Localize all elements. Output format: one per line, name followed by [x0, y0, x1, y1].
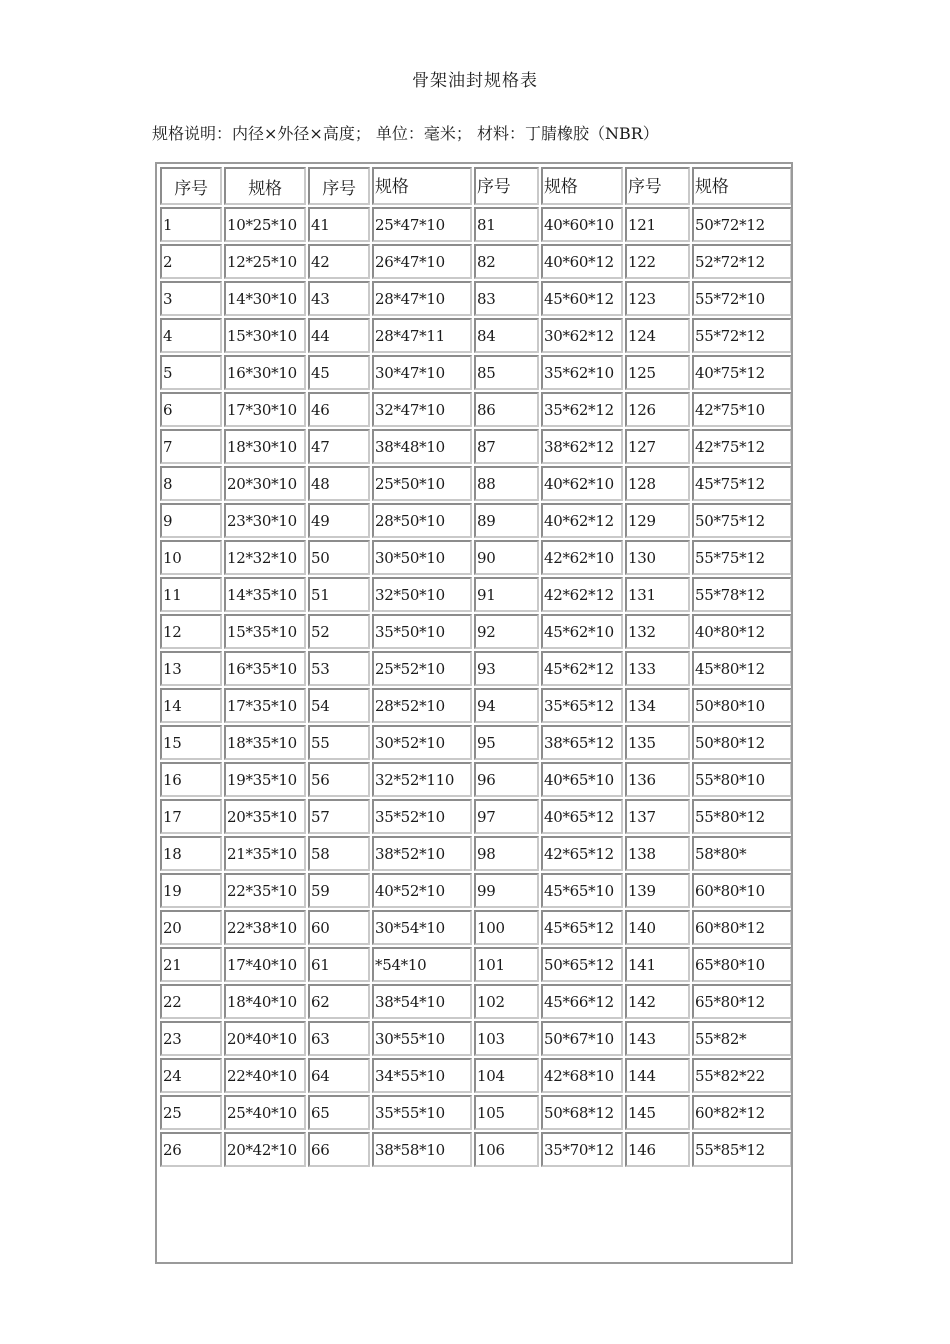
seq-cell: 45: [308, 355, 370, 390]
seq-cell: 138: [625, 836, 690, 871]
spec-cell: 25*50*10: [372, 466, 472, 501]
seq-cell: 59: [308, 873, 370, 908]
seq-cell: 90: [474, 540, 539, 575]
spec-cell: 42*75*12: [692, 429, 792, 464]
spec-cell: 35*70*12: [541, 1132, 623, 1167]
spec-cell: 55*85*12: [692, 1132, 792, 1167]
seq-cell: 41: [308, 207, 370, 242]
seq-cell: 146: [625, 1132, 690, 1167]
header-cell-seq: 序号: [308, 167, 370, 205]
seq-cell: 63: [308, 1021, 370, 1056]
spec-cell: 22*40*10: [224, 1058, 306, 1093]
spec-cell: 45*60*12: [541, 281, 623, 316]
seq-cell: 143: [625, 1021, 690, 1056]
spec-cell: 20*40*10: [224, 1021, 306, 1056]
spec-cell: 45*62*10: [541, 614, 623, 649]
seq-cell: 49: [308, 503, 370, 538]
seq-cell: 82: [474, 244, 539, 279]
seq-cell: 133: [625, 651, 690, 686]
seq-cell: 129: [625, 503, 690, 538]
table-row: [160, 1021, 792, 1056]
seq-cell: 102: [474, 984, 539, 1019]
table-row: [160, 651, 792, 686]
spec-cell: 16*30*10: [224, 355, 306, 390]
seq-cell: 127: [625, 429, 690, 464]
table-row: [160, 614, 792, 649]
spec-cell: 19*35*10: [224, 762, 306, 797]
spec-cell: 40*60*12: [541, 244, 623, 279]
header-cell-seq: 序号: [625, 167, 690, 205]
spec-cell: 28*47*11: [372, 318, 472, 353]
header-cell-spec: 规格: [224, 167, 306, 205]
spec-cell: 17*30*10: [224, 392, 306, 427]
spec-cell: 25*47*10: [372, 207, 472, 242]
seq-cell: 92: [474, 614, 539, 649]
seq-cell: 140: [625, 910, 690, 945]
header-cell-seq: 序号: [160, 167, 222, 205]
seq-cell: 66: [308, 1132, 370, 1167]
spec-cell: 50*80*12: [692, 725, 792, 760]
spec-cell: 55*80*12: [692, 799, 792, 834]
seq-cell: 141: [625, 947, 690, 982]
spec-cell: 22*35*10: [224, 873, 306, 908]
spec-cell: 32*47*10: [372, 392, 472, 427]
spec-cell: 35*52*10: [372, 799, 472, 834]
seq-cell: 130: [625, 540, 690, 575]
seq-cell: 134: [625, 688, 690, 723]
seq-cell: 55: [308, 725, 370, 760]
spec-cell: *54*10: [372, 947, 472, 982]
spec-cell: 42*68*10: [541, 1058, 623, 1093]
table-row: [160, 318, 792, 353]
spec-cell: 50*80*10: [692, 688, 792, 723]
table-row: [160, 725, 792, 760]
header-cell-spec: 规格: [372, 167, 472, 205]
spec-cell: 58*80*: [692, 836, 792, 871]
spec-cell: 22*38*10: [224, 910, 306, 945]
seq-cell: 6: [160, 392, 222, 427]
seq-cell: 58: [308, 836, 370, 871]
seq-cell: 62: [308, 984, 370, 1019]
seq-cell: 85: [474, 355, 539, 390]
seq-cell: 84: [474, 318, 539, 353]
spec-cell: 35*50*10: [372, 614, 472, 649]
spec-cell: 30*62*12: [541, 318, 623, 353]
seq-cell: 18: [160, 836, 222, 871]
spec-cell: 35*55*10: [372, 1095, 472, 1130]
seq-cell: 106: [474, 1132, 539, 1167]
seq-cell: 128: [625, 466, 690, 501]
seq-cell: 23: [160, 1021, 222, 1056]
table-row: [160, 577, 792, 612]
seq-cell: 57: [308, 799, 370, 834]
seq-cell: 142: [625, 984, 690, 1019]
seq-cell: 96: [474, 762, 539, 797]
seq-cell: 51: [308, 577, 370, 612]
spec-cell: 28*52*10: [372, 688, 472, 723]
spec-cell: 18*30*10: [224, 429, 306, 464]
spec-cell: 26*47*10: [372, 244, 472, 279]
spec-cell: 50*68*12: [541, 1095, 623, 1130]
seq-cell: 97: [474, 799, 539, 834]
seq-cell: 14: [160, 688, 222, 723]
seq-cell: 56: [308, 762, 370, 797]
seq-cell: 81: [474, 207, 539, 242]
table-row: [160, 762, 792, 797]
spec-cell: 30*52*10: [372, 725, 472, 760]
seq-cell: 4: [160, 318, 222, 353]
seq-cell: 135: [625, 725, 690, 760]
spec-cell: 30*55*10: [372, 1021, 472, 1056]
seq-cell: 54: [308, 688, 370, 723]
spec-cell: 45*65*10: [541, 873, 623, 908]
table-row: [160, 947, 792, 982]
seq-cell: 94: [474, 688, 539, 723]
spec-table: [158, 165, 793, 1169]
spec-cell: 55*78*12: [692, 577, 792, 612]
seq-cell: 89: [474, 503, 539, 538]
seq-cell: 50: [308, 540, 370, 575]
header-cell-spec: 规格: [541, 167, 623, 205]
spec-cell: 65*80*12: [692, 984, 792, 1019]
spec-cell: 42*65*12: [541, 836, 623, 871]
spec-cell: 12*25*10: [224, 244, 306, 279]
spec-cell: 60*82*12: [692, 1095, 792, 1130]
spec-cell: 60*80*10: [692, 873, 792, 908]
seq-cell: 20: [160, 910, 222, 945]
spec-cell: 50*72*12: [692, 207, 792, 242]
spec-cell: 15*35*10: [224, 614, 306, 649]
spec-cell: 17*35*10: [224, 688, 306, 723]
table-row: [160, 429, 792, 464]
seq-cell: 131: [625, 577, 690, 612]
seq-cell: 139: [625, 873, 690, 908]
header-cell-seq: 序号: [474, 167, 539, 205]
spec-cell: 55*72*10: [692, 281, 792, 316]
seq-cell: 86: [474, 392, 539, 427]
seq-cell: 105: [474, 1095, 539, 1130]
seq-cell: 100: [474, 910, 539, 945]
spec-cell: 38*65*12: [541, 725, 623, 760]
seq-cell: 13: [160, 651, 222, 686]
spec-cell: 28*50*10: [372, 503, 472, 538]
spec-cell: 30*50*10: [372, 540, 472, 575]
seq-cell: 16: [160, 762, 222, 797]
seq-cell: 24: [160, 1058, 222, 1093]
seq-cell: 125: [625, 355, 690, 390]
seq-cell: 99: [474, 873, 539, 908]
seq-cell: 12: [160, 614, 222, 649]
spec-cell: 35*62*10: [541, 355, 623, 390]
seq-cell: 65: [308, 1095, 370, 1130]
spec-description: 规格说明：内径×外径×高度； 单位：毫米； 材料：丁腈橡胶（NBR）: [152, 124, 659, 143]
table-header-row: [160, 167, 792, 205]
seq-cell: 2: [160, 244, 222, 279]
spec-cell: 12*32*10: [224, 540, 306, 575]
table-row: [160, 1132, 792, 1167]
spec-cell: 21*35*10: [224, 836, 306, 871]
seq-cell: 101: [474, 947, 539, 982]
table-row: [160, 355, 792, 390]
spec-cell: 20*35*10: [224, 799, 306, 834]
seq-cell: 64: [308, 1058, 370, 1093]
spec-cell: 45*62*12: [541, 651, 623, 686]
seq-cell: 83: [474, 281, 539, 316]
seq-cell: 122: [625, 244, 690, 279]
seq-cell: 21: [160, 947, 222, 982]
spec-cell: 45*80*12: [692, 651, 792, 686]
seq-cell: 11: [160, 577, 222, 612]
spec-cell: 42*62*10: [541, 540, 623, 575]
seq-cell: 5: [160, 355, 222, 390]
table-row: [160, 799, 792, 834]
seq-cell: 9: [160, 503, 222, 538]
seq-cell: 47: [308, 429, 370, 464]
spec-cell: 40*75*12: [692, 355, 792, 390]
spec-cell: 35*62*12: [541, 392, 623, 427]
seq-cell: 46: [308, 392, 370, 427]
spec-cell: 55*75*12: [692, 540, 792, 575]
seq-cell: 144: [625, 1058, 690, 1093]
seq-cell: 42: [308, 244, 370, 279]
seq-cell: 93: [474, 651, 539, 686]
spec-cell: 20*42*10: [224, 1132, 306, 1167]
spec-cell: 38*48*10: [372, 429, 472, 464]
spec-cell: 52*72*12: [692, 244, 792, 279]
spec-cell: 42*75*10: [692, 392, 792, 427]
spec-cell: 25*40*10: [224, 1095, 306, 1130]
spec-cell: 55*72*12: [692, 318, 792, 353]
seq-cell: 19: [160, 873, 222, 908]
table-row: [160, 984, 792, 1019]
spec-cell: 17*40*10: [224, 947, 306, 982]
table-row: [160, 466, 792, 501]
seq-cell: 124: [625, 318, 690, 353]
spec-cell: 50*75*12: [692, 503, 792, 538]
spec-cell: 18*35*10: [224, 725, 306, 760]
spec-cell: 40*62*10: [541, 466, 623, 501]
spec-cell: 45*75*12: [692, 466, 792, 501]
seq-cell: 8: [160, 466, 222, 501]
spec-cell: 55*82*: [692, 1021, 792, 1056]
spec-cell: 65*80*10: [692, 947, 792, 982]
seq-cell: 88: [474, 466, 539, 501]
table-row: [160, 540, 792, 575]
seq-cell: 25: [160, 1095, 222, 1130]
spec-cell: 32*52*110: [372, 762, 472, 797]
seq-cell: 53: [308, 651, 370, 686]
spec-cell: 14*35*10: [224, 577, 306, 612]
spec-cell: 40*80*12: [692, 614, 792, 649]
seq-cell: 7: [160, 429, 222, 464]
spec-cell: 38*58*10: [372, 1132, 472, 1167]
table-row: [160, 910, 792, 945]
seq-cell: 87: [474, 429, 539, 464]
spec-cell: 55*82*22: [692, 1058, 792, 1093]
spec-cell: 40*52*10: [372, 873, 472, 908]
spec-table-container: [155, 162, 793, 1264]
seq-cell: 10: [160, 540, 222, 575]
seq-cell: 137: [625, 799, 690, 834]
seq-cell: 98: [474, 836, 539, 871]
spec-cell: 10*25*10: [224, 207, 306, 242]
table-row: [160, 1058, 792, 1093]
table-row: [160, 873, 792, 908]
seq-cell: 52: [308, 614, 370, 649]
spec-cell: 25*52*10: [372, 651, 472, 686]
spec-cell: 34*55*10: [372, 1058, 472, 1093]
header-cell-spec: 规格: [692, 167, 792, 205]
seq-cell: 132: [625, 614, 690, 649]
spec-cell: 40*62*12: [541, 503, 623, 538]
table-row: [160, 688, 792, 723]
seq-cell: 48: [308, 466, 370, 501]
spec-cell: 35*65*12: [541, 688, 623, 723]
spec-cell: 40*60*10: [541, 207, 623, 242]
spec-cell: 50*65*12: [541, 947, 623, 982]
spec-cell: 28*47*10: [372, 281, 472, 316]
seq-cell: 121: [625, 207, 690, 242]
document-title: 骨架油封规格表: [412, 71, 538, 91]
seq-cell: 104: [474, 1058, 539, 1093]
seq-cell: 126: [625, 392, 690, 427]
spec-cell: 32*50*10: [372, 577, 472, 612]
spec-cell: 60*80*12: [692, 910, 792, 945]
spec-cell: 42*62*12: [541, 577, 623, 612]
seq-cell: 3: [160, 281, 222, 316]
spec-cell: 38*54*10: [372, 984, 472, 1019]
spec-cell: 14*30*10: [224, 281, 306, 316]
table-row: [160, 1095, 792, 1130]
spec-cell: 50*67*10: [541, 1021, 623, 1056]
table-row: [160, 392, 792, 427]
seq-cell: 22: [160, 984, 222, 1019]
spec-cell: 30*54*10: [372, 910, 472, 945]
spec-cell: 20*30*10: [224, 466, 306, 501]
seq-cell: 103: [474, 1021, 539, 1056]
seq-cell: 1: [160, 207, 222, 242]
seq-cell: 61: [308, 947, 370, 982]
seq-cell: 43: [308, 281, 370, 316]
spec-cell: 45*65*12: [541, 910, 623, 945]
seq-cell: 123: [625, 281, 690, 316]
seq-cell: 26: [160, 1132, 222, 1167]
spec-cell: 16*35*10: [224, 651, 306, 686]
spec-cell: 38*62*12: [541, 429, 623, 464]
spec-cell: 38*52*10: [372, 836, 472, 871]
spec-cell: 45*66*12: [541, 984, 623, 1019]
table-row: [160, 836, 792, 871]
seq-cell: 17: [160, 799, 222, 834]
seq-cell: 145: [625, 1095, 690, 1130]
seq-cell: 15: [160, 725, 222, 760]
table-row: [160, 281, 792, 316]
spec-cell: 40*65*10: [541, 762, 623, 797]
table-row: [160, 503, 792, 538]
table-row: [160, 244, 792, 279]
seq-cell: 91: [474, 577, 539, 612]
spec-cell: 30*47*10: [372, 355, 472, 390]
spec-cell: 23*30*10: [224, 503, 306, 538]
seq-cell: 44: [308, 318, 370, 353]
seq-cell: 95: [474, 725, 539, 760]
spec-cell: 55*80*10: [692, 762, 792, 797]
spec-cell: 15*30*10: [224, 318, 306, 353]
spec-cell: 18*40*10: [224, 984, 306, 1019]
seq-cell: 60: [308, 910, 370, 945]
table-row: [160, 207, 792, 242]
seq-cell: 136: [625, 762, 690, 797]
spec-cell: 40*65*12: [541, 799, 623, 834]
